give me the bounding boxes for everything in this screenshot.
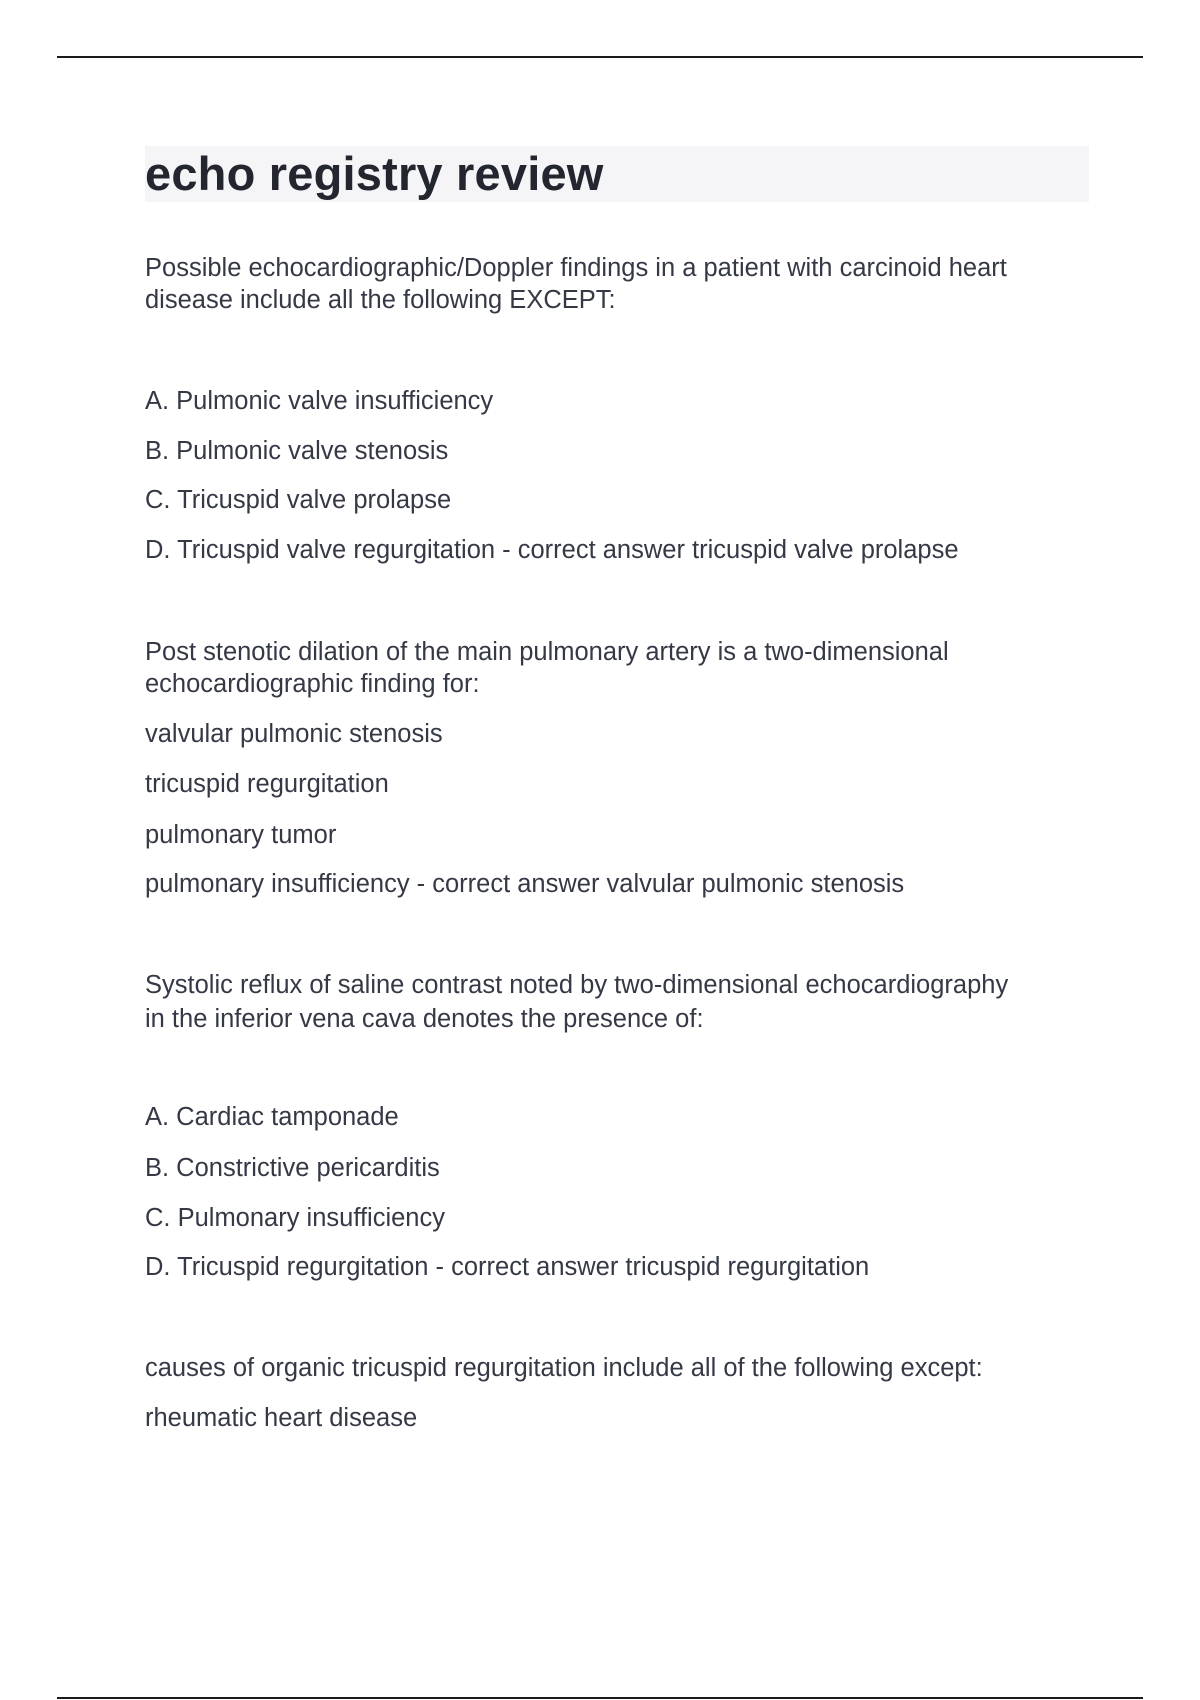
question-1-option-a: A. Pulmonic valve insufficiency bbox=[145, 387, 494, 415]
question-4-option-1: rheumatic heart disease bbox=[145, 1404, 418, 1432]
question-3-option-d-answer: D. Tricuspid regurgitation - correct answer tricuspid regurgitation bbox=[145, 1253, 870, 1281]
question-2-option-3: pulmonary tumor bbox=[145, 821, 337, 849]
question-2-prompt-line-2: echocardiographic finding for: bbox=[145, 670, 480, 698]
question-3-prompt-line-1: Systolic reflux of saline contrast noted by two-dimensional echocardiography bbox=[145, 971, 1009, 999]
question-2-prompt-line-1: Post stenotic dilation of the main pulmonary artery is a two-dimensional bbox=[145, 638, 949, 666]
question-3-prompt-line-2: in the inferior vena cava denotes the presence of: bbox=[145, 1005, 704, 1033]
top-rule bbox=[57, 56, 1143, 58]
question-2-option-2: tricuspid regurgitation bbox=[145, 770, 389, 798]
question-2-option-4-answer: pulmonary insufficiency - correct answer valvular pulmonic stenosis bbox=[145, 870, 905, 898]
question-1-prompt-line-1: Possible echocardiographic/Doppler findings in a patient with carcinoid heart bbox=[145, 254, 1007, 282]
page-title: echo registry review bbox=[145, 147, 604, 200]
question-2-option-1: valvular pulmonic stenosis bbox=[145, 720, 443, 748]
question-3-option-a: A. Cardiac tamponade bbox=[145, 1103, 399, 1131]
question-1-option-d-answer: D. Tricuspid valve regurgitation - correct answer tricuspid valve prolapse bbox=[145, 536, 959, 564]
question-4-prompt-line-1: causes of organic tricuspid regurgitation include all of the following except: bbox=[145, 1354, 983, 1382]
bottom-rule bbox=[57, 1697, 1143, 1699]
question-3-option-c: C. Pulmonary insufficiency bbox=[145, 1204, 445, 1232]
question-1-option-c: C. Tricuspid valve prolapse bbox=[145, 486, 452, 514]
question-1-option-b: B. Pulmonic valve stenosis bbox=[145, 437, 449, 465]
question-3-option-b: B. Constrictive pericarditis bbox=[145, 1154, 440, 1182]
question-1-prompt-line-2: disease include all the following EXCEPT: bbox=[145, 286, 616, 314]
